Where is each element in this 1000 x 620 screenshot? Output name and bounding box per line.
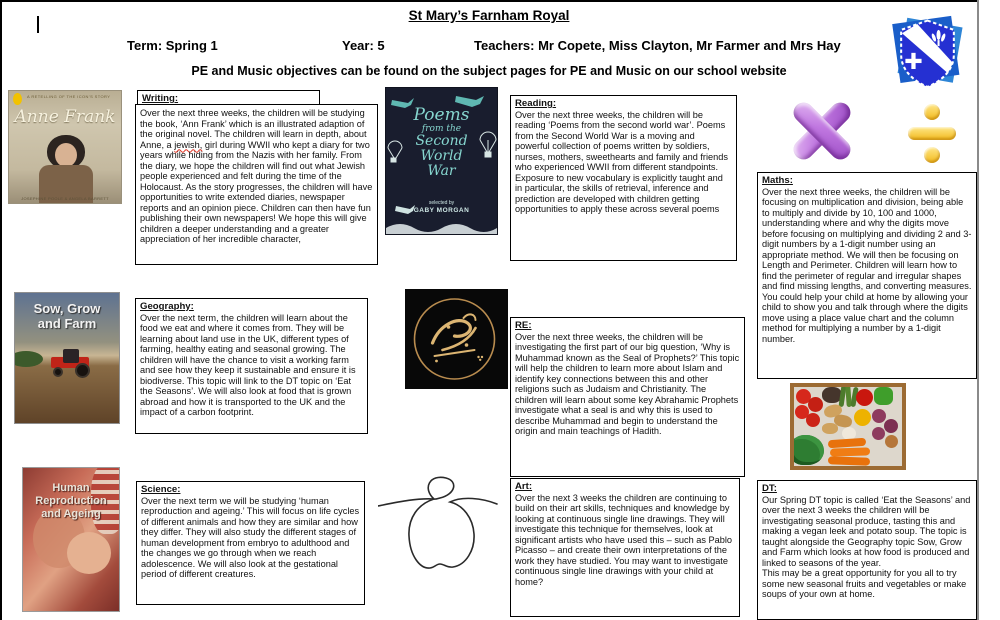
pe-music-notice: PE and Music objectives can be found on the subject pages for PE and Music on our school website (191, 64, 787, 78)
puffin-logo-icon (13, 93, 22, 105)
sow-grow-farm-cover[interactable] (14, 292, 120, 424)
science-title: Science: (141, 484, 181, 495)
writing-body: Over the next three weeks, the children will be studying the book, ‘Ann Frank’ which is an illustrated adaption of the original novel. The children will learn in depth, about Anne, a (140, 108, 367, 150)
art-body: Over the next 3 weeks the children are continuing to build on their art skills, techniques and knowledge by looking at continuous single line drawings. They will investigate this technique for themselves, look at significant artists who have used this – such as Pablo Picasso – and create their own interpretations of the work they have studied. You may want to investigate continuous single line drawings with your child at home? (515, 492, 733, 587)
re-title: RE: (515, 320, 532, 331)
poems-ww2-book-cover[interactable] (385, 87, 498, 235)
poems-title: Poems from the Second World War (413, 105, 470, 179)
crest-icon (885, 12, 970, 92)
hedge-art (14, 351, 43, 367)
anne-frank-credit: JOSEPHINE POOLE & ANGELA BARRETT (21, 196, 109, 201)
dt-body-paragraph-1: Our Spring DT topic is called ‘Eat the Seasons’ and over the next 3 weeks the children will be investigating seasonal produce, tasting this and making a vegan leek and potato soup. The topic is taught alongside the Geography topic Sow, Grow and Farm which looks at how food is produced and linked to seasons of the year. (762, 494, 971, 568)
re-body: Over the next three weeks, the children will be investigating the first part of our big question, ‘Why is Muhammad known as the Seal of Prophets?’ This topic will help the children to learn more about Islam and identify key connections between this and other religions such as Judaism and Christianity. The children will learn about some key Abrahamic Prophets investigate what a seal is and why this is used to describe Muhammad and begin to understand the origin and main teachings of Hadith. (515, 331, 740, 436)
geography-body: Over the next term, the children will learn about the food we eat and where it comes from. They will be learning about land use in the UK, different types of farming, healthy eating and seasonal growing. The children will have the chance to visit a working farm and see how they keep it sustainable and ensure it is biodiverse. This topic will link to the DT topic on ‘Eat the Seasons’. We will also look at food that is grown abroad and how it is transported to the UK and the impact of a carbon footprint. (140, 312, 356, 417)
dt-box[interactable] (757, 480, 977, 620)
page-title: St Mary’s Farnham Royal (408, 8, 570, 23)
human-reproduction-cover[interactable] (22, 467, 120, 612)
maths-title: Maths: (762, 175, 793, 186)
poems-editor: GABY MORGAN (413, 207, 470, 214)
anne-frank-title: Anne Frank (14, 107, 116, 127)
geography-title: Geography: (140, 301, 194, 312)
dt-title: DT: (762, 483, 777, 494)
reading-box[interactable] (510, 95, 737, 261)
apple-icon (378, 472, 498, 592)
science-box[interactable] (136, 481, 365, 605)
re-box[interactable] (510, 317, 745, 477)
art-title: Art: (515, 481, 533, 492)
misspelled-word: jewish, (174, 139, 203, 150)
anne-frank-book-cover[interactable] (8, 90, 122, 204)
maths-body: Over the next three weeks, the children will be focusing on multiplication and division, being able to multiply and divide by 10, 100 and 1000, understanding where and why the digits move before focusing on multiplying and dividing 2 and 3-digit numbers by a 1-digit number using an appropriate method. We will then be focusing on Length and Perimeter. Children will learn how to find the perimeter of regular and irregular shapes and find missing lengths, and converting measures. You could help your child at home by allowing your child to show you and talk through where the digits move using a place value chart and the column method for multiplying a number by a 1-digit number. (762, 186, 972, 344)
page-right-edge (977, 0, 979, 620)
reading-title: Reading: (515, 98, 557, 109)
maths-box[interactable] (757, 172, 977, 379)
writing-title: Writing: (142, 93, 179, 104)
geography-box[interactable] (135, 298, 368, 434)
apple-line-drawing[interactable] (378, 472, 498, 592)
teachers-label: Teachers: Mr Copete, Miss Clayton, Mr Farmer and Mrs Hay (474, 38, 841, 53)
muhammad-seal-logo[interactable] (405, 289, 508, 389)
school-crest-logo[interactable] (885, 12, 970, 92)
sow-grow-farm-title: Sow, Grow and Farm (33, 301, 101, 331)
vegetable-crate-image[interactable] (790, 383, 906, 470)
division-symbol-icon[interactable] (908, 102, 956, 164)
year-label: Year: 5 (342, 38, 385, 53)
reading-body: Over the next three weeks, the children will be reading ‘Poems from the second world war’. Poems from the Second World War is a moving and powerful collection of poems written by soldiers, nurses, mothers, sweethearts and family and friends who experienced WWII from different standpoints. Exposure to new vocabulary is explicitly taught and in particular, the skills of retrieval, inference and prediction are developed with children getting opportunities to apply these across several poems (515, 109, 728, 214)
tractor-icon (49, 349, 93, 379)
poems-selected-by: selected by (428, 200, 455, 206)
arabic-calligraphy-icon (405, 289, 508, 389)
dt-body-paragraph-2: This may be a great opportunity for you all to try some new seasonal fruits and vegetables or make soups of your own at home. (762, 568, 967, 599)
writing-body-box[interactable]: Over the next three weeks, the children will be studying the book, ‘Ann Frank’ which is an illustrated adaption of the original novel. The children will learn in depth, about Anne, a jewish, girl during WWII who kept a diary for two years while hiding from the Nazis with her family. From the diary, we hope the children will find out what Jewish people experienced and felt during the time of the Holocaust. As the story progresses, the children will have opportunities to write extended diaries, newspaper reports and an opinion piece. Children can then have fun publishing their own newspapers! We hope this will give children a deeper understanding and a greater appreciation of her incredible character, (135, 104, 378, 265)
art-box[interactable] (510, 478, 740, 617)
science-body: Over the next term we will be studying ‘human reproduction and ageing.’ This will focus on life cycles of different animals and how they are similar and how they differ. They will also study the different stages of human development from embryo to adulthood and the changes we go through when we reach adolescence. We will also look at the gestational period of different creatures. (141, 495, 360, 579)
human-reproduction-title: Human Reproduction and Ageing (35, 482, 107, 520)
term-label: Term: Spring 1 (127, 38, 218, 53)
multiplication-symbol-icon[interactable] (788, 98, 856, 164)
anne-frank-tagline: A RETELLING OF THE ICON’S STORY (27, 94, 111, 99)
